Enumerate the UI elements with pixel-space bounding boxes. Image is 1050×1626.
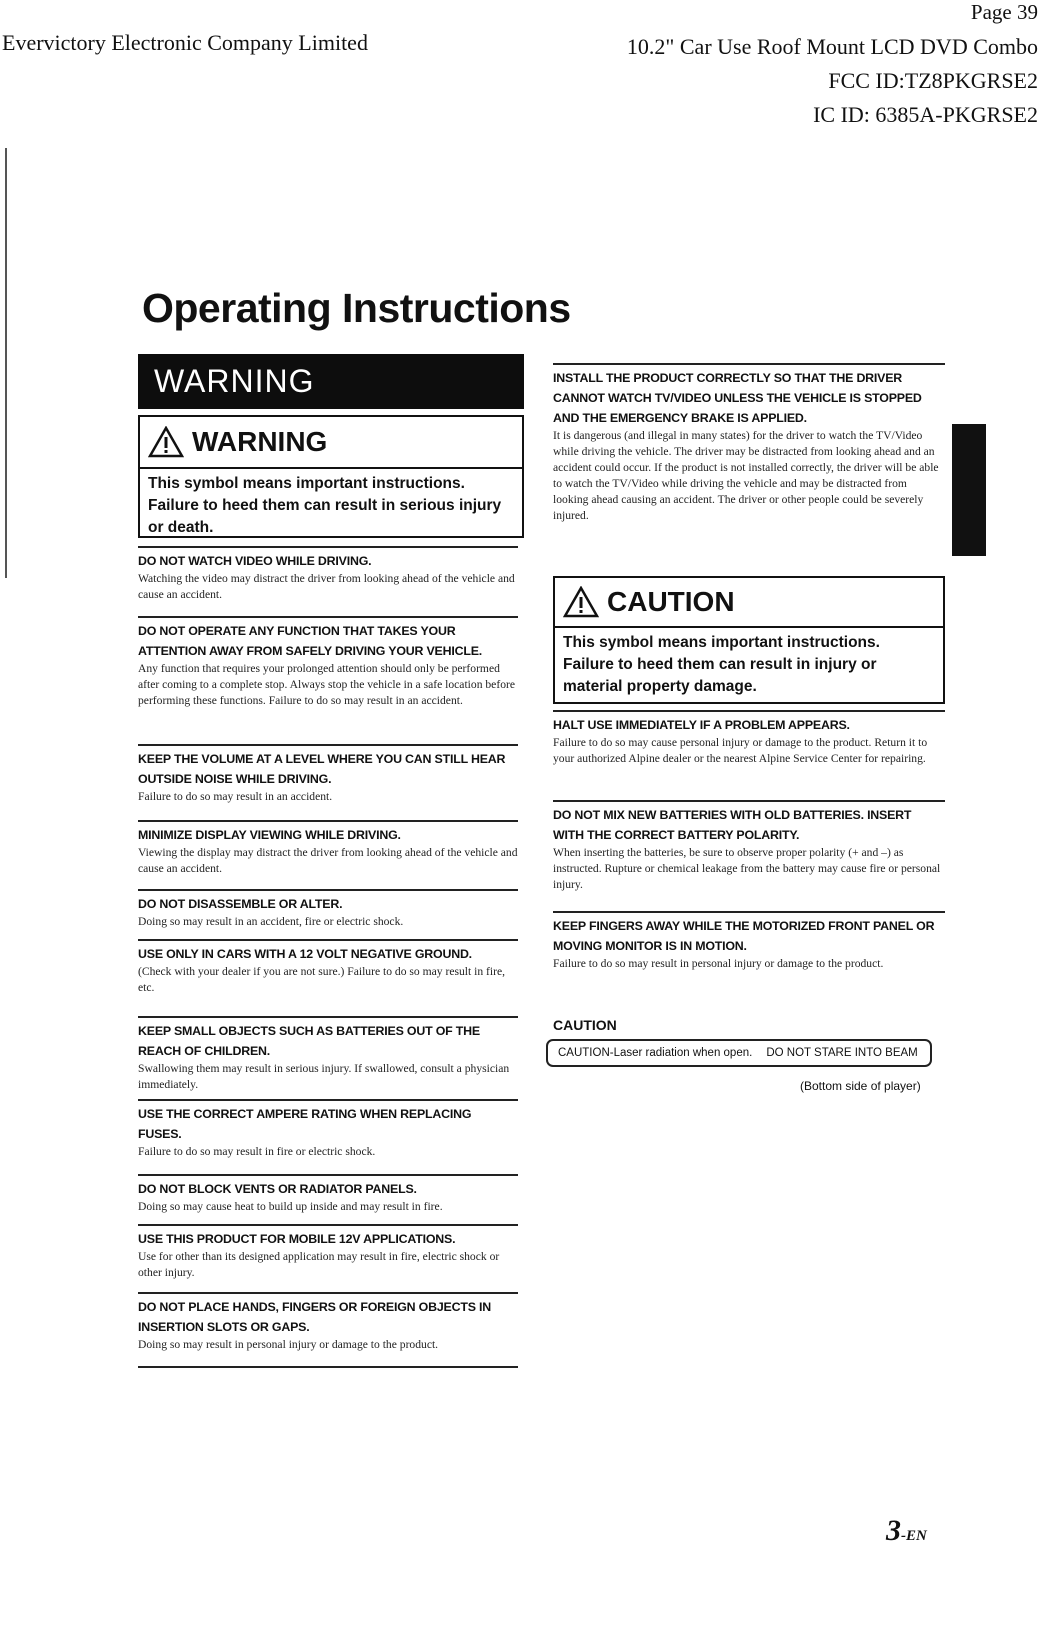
item-text: Doing so may cause heat to build up inside and may result in fire. [138,1200,443,1213]
warning-item [138,820,518,877]
product-name: 10.2" Car Use Roof Mount LCD DVD Combo [626,34,1038,59]
warning-item [138,1174,518,1215]
warning-box-heading [140,417,522,467]
item-heading: MINIMIZE DISPLAY VIEWING WHILE DRIVING. [138,828,401,842]
fcc-id: FCC ID:TZ8PKGRSE2 [828,68,1038,93]
item-heading: KEEP SMALL OBJECTS SUCH AS BATTERIES OUT OF THE REACH OF CHILDREN. [138,1024,480,1058]
item-text: Any function that requires your prolonged attention should only be performed after coming to a complete stop. Always stop the vehicle in a safe location before performing these functions. Failure to do so may result in an accident. [138,662,515,707]
footer-page-number [886,1514,927,1548]
warning-item [138,889,518,930]
laser-caution-label [546,1039,932,1067]
warning-item [138,1292,518,1353]
item-heading: DO NOT WATCH VIDEO WHILE DRIVING. [138,554,372,568]
ic-id: IC ID: 6385A-PKGRSE2 [813,102,1038,127]
caution-item [553,911,945,972]
warning-item [138,1016,518,1093]
item-text: When inserting the batteries, be sure to observe proper polarity (+ and –) as instructed. Rupture or chemical leakage from the battery may cause fire or personal injury. [553,846,941,891]
warning-item [553,363,945,524]
caution-item [553,800,945,893]
footer-suffix: -EN [901,1528,927,1544]
warning-item [138,616,518,709]
item-heading: DO NOT DISASSEMBLE OR ALTER. [138,897,343,911]
item-heading: KEEP THE VOLUME AT A LEVEL WHERE YOU CAN STILL HEAR OUTSIDE NOISE WHILE DRIVING. [138,752,506,786]
item-text: It is dangerous (and illegal in many states) for the driver to watch the TV/Video while driving the vehicle. The driver may be distracted from looking ahead and an accident could occur. If the product is not installed correctly, the driver will be able to watch the TV/Video while driving the vehicle and may be distracted from looking ahead causing an accident. The driver or other people could be severely injured. [553,429,939,522]
warning-item [138,546,518,603]
item-text: Swallowing them may result in serious injury. If swallowed, consult a physician immediately. [138,1062,510,1091]
item-heading: DO NOT PLACE HANDS, FINGERS OR FOREIGN OBJECTS IN INSERTION SLOTS OR GAPS. [138,1300,491,1334]
item-heading: KEEP FINGERS AWAY WHILE THE MOTORIZED FRONT PANEL OR MOVING MONITOR IS IN MOTION. [553,919,935,953]
warning-item [138,939,518,996]
caution-box-title: CAUTION [607,586,735,617]
bottom-side-note: (Bottom side of player) [800,1079,921,1093]
left-margin-rule [5,148,7,578]
item-text: Failure to do so may cause personal injury or damage to the product. Return it to your authorized Alpine dealer or the nearest Alpine Service Center for repairing. [553,736,928,765]
item-heading: DO NOT OPERATE ANY FUNCTION THAT TAKES YOUR ATTENTION AWAY FROM SAFELY DRIVING YOUR VEHICLE. [138,624,483,658]
warning-banner: WARNING [138,354,524,409]
warning-symbol-box [138,415,524,538]
caution-label: CAUTION [553,1017,617,1033]
item-heading: USE THE CORRECT AMPERE RATING WHEN REPLACING FUSES. [138,1107,472,1141]
item-heading: INSTALL THE PRODUCT CORRECTLY SO THAT THE DRIVER CANNOT WATCH TV/VIDEO UNLESS THE VEHICLE IS STOPPED AND THE EMERGENCY BRAKE IS APPLIED. [553,371,922,425]
warning-item [138,1224,518,1281]
item-text: Failure to do so may result in an accident. [138,790,333,803]
section-tab-marker [952,424,986,556]
item-heading: HALT USE IMMEDIATELY IF A PROBLEM APPEARS. [553,718,850,732]
footer-number: 3 [886,1514,901,1547]
laser-label-part1: CAUTION-Laser radiation when open. [558,1047,753,1059]
caution-item [553,710,945,767]
item-text: Doing so may result in an accident, fire or electric shock. [138,915,404,928]
caution-box-heading [555,578,943,626]
warning-item [138,744,518,805]
page-number: Page 39 [970,0,1038,24]
warning-box-text: This symbol means important instructions. Failure to heed them can result in serious injury or death. [140,467,522,543]
laser-label-part2: DO NOT STARE INTO BEAM [766,1047,918,1059]
item-heading: DO NOT MIX NEW BATTERIES WITH OLD BATTERIES. INSERT WITH THE CORRECT BATTERY POLARITY. [553,808,912,842]
caution-box-text: This symbol means important instructions. Failure to heed them can result in injury or material property damage. [555,626,943,702]
item-text: Failure to do so may result in personal injury or damage to the product. [553,957,884,970]
item-text: Use for other than its designed application may result in fire, electric shock or other injury. [138,1250,500,1279]
header-right [627,30,1038,132]
item-text: Viewing the display may distract the driver from looking ahead of the vehicle and cause an accident. [138,846,518,875]
warning-box-title: WARNING [192,426,328,457]
caution-symbol-box [553,576,945,704]
warning-triangle-icon [148,426,184,458]
caution-triangle-icon [563,586,599,618]
item-heading: DO NOT BLOCK VENTS OR RADIATOR PANELS. [138,1182,417,1196]
page-title: Operating Instructions [142,285,571,331]
item-text: (Check with your dealer if you are not sure.) Failure to do so may result in fire, etc. [138,965,506,994]
company-name: Evervictory Electronic Company Limited [2,30,368,55]
item-heading: USE THIS PRODUCT FOR MOBILE 12V APPLICATIONS. [138,1232,456,1246]
item-heading: USE ONLY IN CARS WITH A 12 VOLT NEGATIVE GROUND. [138,947,472,961]
item-text: Doing so may result in personal injury or damage to the product. [138,1338,439,1351]
item-text: Failure to do so may result in fire or electric shock. [138,1145,376,1158]
item-text: Watching the video may distract the driver from looking ahead of the vehicle and cause an accident. [138,572,515,601]
column-bottom-rule [138,1366,518,1368]
warning-item [138,1099,518,1160]
